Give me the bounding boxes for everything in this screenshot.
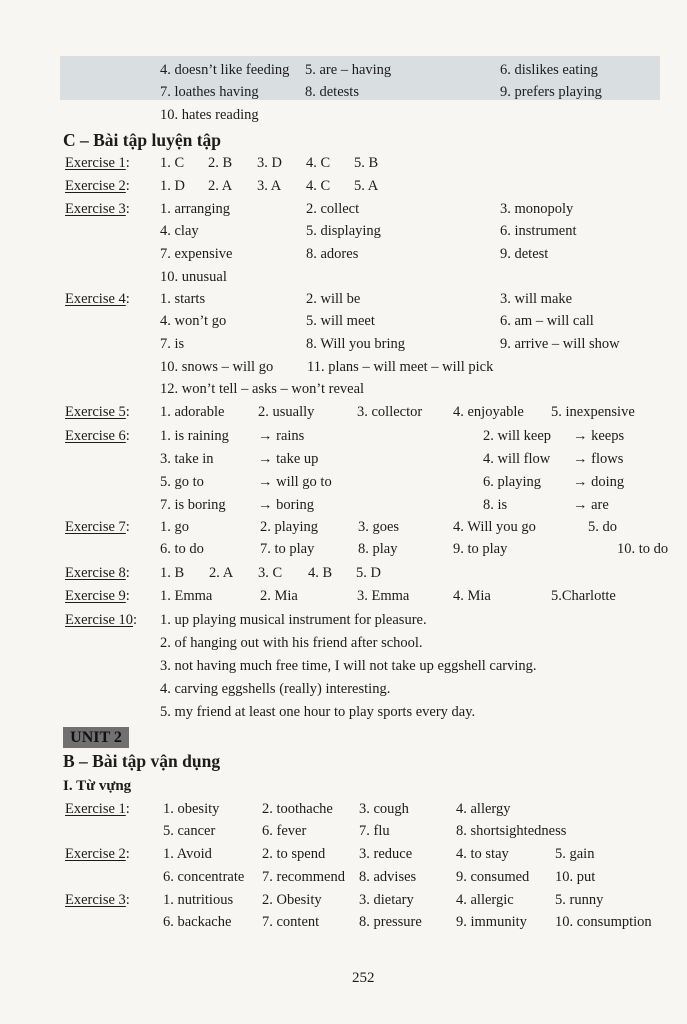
answer-item: 7. is boring bbox=[160, 497, 226, 513]
answer-item: 5. go to bbox=[160, 474, 204, 490]
label-colon: : bbox=[125, 201, 130, 217]
answer-item: 10. to do bbox=[617, 541, 669, 557]
unit-badge: UNIT 2 bbox=[63, 727, 129, 748]
answer-item: 8. adores bbox=[306, 246, 359, 262]
answer-item: 3. reduce bbox=[359, 846, 413, 862]
label-colon: : bbox=[125, 155, 130, 171]
answer-item: 5. D bbox=[356, 565, 381, 581]
answer-item: 6. to do bbox=[160, 541, 204, 557]
answer-item: 1. obesity bbox=[163, 801, 220, 817]
answer-item: 6. am – will call bbox=[500, 313, 594, 329]
exercise-label-text: Exercise 7 bbox=[65, 519, 126, 535]
answer-item: 8. Will you bring bbox=[306, 336, 406, 352]
answer-item: → take up bbox=[258, 451, 319, 467]
answer-item: 4. B bbox=[308, 565, 333, 581]
answer-item: 9. detest bbox=[500, 246, 549, 262]
answer-item: 1. is raining bbox=[160, 428, 229, 444]
answer-item: 9. prefers playing bbox=[500, 84, 602, 100]
answer-item: 9. to play bbox=[453, 541, 508, 557]
label-colon: : bbox=[125, 519, 130, 535]
answer-item: 4. to stay bbox=[456, 846, 509, 862]
answer-item: 3. cough bbox=[359, 801, 409, 817]
answer-item: 1. go bbox=[160, 519, 189, 535]
exercise-label bbox=[65, 403, 130, 421]
label-colon: : bbox=[133, 612, 138, 628]
answer-item: 10. unusual bbox=[160, 269, 227, 285]
answer-item: 6. fever bbox=[262, 823, 307, 839]
exercise-label bbox=[65, 290, 130, 308]
answer-item: 2. of hanging out with his friend after school. bbox=[160, 635, 423, 651]
answer-item: 9. consumed bbox=[456, 869, 530, 885]
answer-item: 5. B bbox=[354, 155, 379, 171]
answer-item: 3. collector bbox=[357, 404, 423, 420]
answer-item: 8. play bbox=[358, 541, 398, 557]
answer-item: 10. hates reading bbox=[160, 107, 259, 123]
answer-item: 4. C bbox=[306, 178, 331, 194]
exercise-label-text: Exercise 1 bbox=[65, 801, 126, 817]
label-colon: : bbox=[125, 801, 130, 817]
answer-item: 2. collect bbox=[306, 201, 360, 217]
answer-item: 2. will be bbox=[306, 291, 361, 307]
exercise-label-text: Exercise 9 bbox=[65, 588, 126, 604]
exercise-label bbox=[65, 845, 130, 863]
label-colon: : bbox=[125, 291, 130, 307]
answer-item: 3. A bbox=[257, 178, 282, 194]
exercise-label bbox=[65, 177, 130, 195]
answer-item: 1. D bbox=[160, 178, 185, 194]
answer-item: 5. inexpensive bbox=[551, 404, 635, 420]
answer-item: 4. doesn’t like feeding bbox=[160, 62, 290, 78]
exercise-label-text: Exercise 5 bbox=[65, 404, 126, 420]
answer-item: → keeps bbox=[573, 428, 625, 444]
answer-item: 4. enjoyable bbox=[453, 404, 524, 420]
answer-item: → will go to bbox=[258, 474, 332, 490]
answer-item: 4. will flow bbox=[483, 451, 551, 467]
answer-item: 5. cancer bbox=[163, 823, 216, 839]
answer-item: 6. concentrate bbox=[163, 869, 245, 885]
answer-item: 7. content bbox=[262, 914, 320, 930]
label-colon: : bbox=[125, 565, 130, 581]
exercise-label bbox=[65, 200, 130, 218]
answer-item: 2. usually bbox=[258, 404, 315, 420]
label-colon: : bbox=[125, 428, 130, 444]
answer-item: 4. C bbox=[306, 155, 331, 171]
answer-item: 7. expensive bbox=[160, 246, 233, 262]
answer-item: 1. B bbox=[160, 565, 185, 581]
answer-item: 2. A bbox=[209, 565, 234, 581]
answer-item: 5. gain bbox=[555, 846, 595, 862]
answer-item: 6. dislikes eating bbox=[500, 62, 598, 78]
label-colon: : bbox=[125, 846, 130, 862]
page-number: 252 bbox=[352, 970, 375, 986]
exercise-label-text: Exercise 1 bbox=[65, 155, 126, 171]
answer-item: 5. are – having bbox=[305, 62, 392, 78]
answer-item: 7. recommend bbox=[262, 869, 345, 885]
answer-item: 12. won’t tell – asks – won’t reveal bbox=[160, 381, 365, 397]
answer-item: 8. detests bbox=[305, 84, 359, 100]
exercise-label bbox=[65, 611, 137, 629]
section-heading: B – Bài tập vận dụng bbox=[63, 751, 221, 771]
answer-item: 1. arranging bbox=[160, 201, 231, 217]
answer-item: → boring bbox=[258, 497, 314, 513]
subsection-heading: I. Từ vựng bbox=[63, 778, 132, 794]
answer-item: 7. is bbox=[160, 336, 185, 352]
exercise-label-text: Exercise 8 bbox=[65, 565, 126, 581]
answer-item: 1. starts bbox=[160, 291, 206, 307]
exercise-label bbox=[65, 518, 130, 536]
answer-item: 7. loathes having bbox=[160, 84, 259, 100]
exercise-label bbox=[65, 800, 130, 818]
answer-item: 3. dietary bbox=[359, 892, 414, 908]
answer-item: 3. D bbox=[257, 155, 282, 171]
answer-item: 1. Emma bbox=[160, 588, 213, 604]
answer-item: 1. up playing musical instrument for pleasure. bbox=[160, 612, 427, 628]
answer-item: 3. monopoly bbox=[500, 201, 574, 217]
answer-item: 7. flu bbox=[359, 823, 390, 839]
answer-item: 6. backache bbox=[163, 914, 232, 930]
exercise-label-text: Exercise 3 bbox=[65, 201, 126, 217]
answer-item: 5. displaying bbox=[306, 223, 381, 239]
exercise-label-text: Exercise 3 bbox=[65, 892, 126, 908]
answer-item: 3. Emma bbox=[357, 588, 410, 604]
answer-item: 5.Charlotte bbox=[551, 588, 616, 604]
answer-item: 2. will keep bbox=[483, 428, 552, 444]
answer-item: 4. Mia bbox=[453, 588, 491, 604]
exercise-label bbox=[65, 891, 130, 909]
answer-item: 4. Will you go bbox=[453, 519, 536, 535]
exercise-label bbox=[65, 427, 130, 445]
answer-item: 8. shortsightedness bbox=[456, 823, 567, 839]
answer-item: 3. C bbox=[258, 565, 283, 581]
answer-item: 6. instrument bbox=[500, 223, 577, 239]
answer-item: 8. is bbox=[483, 497, 508, 513]
label-colon: : bbox=[125, 178, 130, 194]
section-heading: C – Bài tập luyện tập bbox=[63, 130, 222, 150]
answer-item: 10. snows – will go bbox=[160, 359, 274, 375]
exercise-label bbox=[65, 154, 130, 172]
answer-item: 6. playing bbox=[483, 474, 541, 490]
exercise-label-text: Exercise 2 bbox=[65, 846, 126, 862]
label-colon: : bbox=[125, 892, 130, 908]
answer-item: 10. consumption bbox=[555, 914, 652, 930]
label-colon: : bbox=[125, 588, 130, 604]
answer-item: 5. runny bbox=[555, 892, 604, 908]
answer-item: 2. Mia bbox=[260, 588, 298, 604]
answer-item: 4. allergic bbox=[456, 892, 514, 908]
answer-item: 2. to spend bbox=[262, 846, 326, 862]
answer-item: 4. won’t go bbox=[160, 313, 227, 329]
answer-item: 1. Avoid bbox=[163, 846, 212, 862]
answer-item: 7. to play bbox=[260, 541, 315, 557]
answer-item: 5. my friend at least one hour to play sports every day. bbox=[160, 704, 476, 720]
answer-item: 11. plans – will meet – will pick bbox=[307, 359, 494, 375]
answer-item: → rains bbox=[258, 428, 305, 444]
exercise-label-text: Exercise 6 bbox=[65, 428, 126, 444]
answer-item: 3. not having much free time, I will not take up eggshell carving. bbox=[160, 658, 537, 674]
exercise-label bbox=[65, 564, 130, 582]
answer-item: 3. take in bbox=[160, 451, 214, 467]
answer-item: 5. A bbox=[354, 178, 379, 194]
answer-item: 9. immunity bbox=[456, 914, 527, 930]
exercise-label bbox=[65, 587, 130, 605]
label-colon: : bbox=[125, 404, 130, 420]
answer-item: 8. pressure bbox=[359, 914, 422, 930]
answer-item: 4. allergy bbox=[456, 801, 511, 817]
answer-item: 2. B bbox=[208, 155, 233, 171]
answer-item: 2. Obesity bbox=[262, 892, 322, 908]
answer-item: → are bbox=[573, 497, 609, 513]
answer-item: 9. arrive – will show bbox=[500, 336, 620, 352]
exercise-label-text: Exercise 4 bbox=[65, 291, 126, 307]
answer-item: 3. will make bbox=[500, 291, 573, 307]
answer-item: 8. advises bbox=[359, 869, 417, 885]
exercise-label-text: Exercise 2 bbox=[65, 178, 126, 194]
answer-item: 1. adorable bbox=[160, 404, 225, 420]
answer-item: 4. carving eggshells (really) interesting. bbox=[160, 681, 391, 697]
answer-item: 3. goes bbox=[358, 519, 400, 535]
answer-item: 5. do bbox=[588, 519, 617, 535]
exercise-label-text: Exercise 10 bbox=[65, 612, 134, 628]
answer-item: 10. put bbox=[555, 869, 596, 885]
answer-item: 2. A bbox=[208, 178, 233, 194]
answer-item: → doing bbox=[573, 474, 625, 490]
answer-item: 5. will meet bbox=[306, 313, 375, 329]
answer-item: 2. playing bbox=[260, 519, 318, 535]
answer-item: 2. toothache bbox=[262, 801, 333, 817]
answer-item: 1. nutritious bbox=[163, 892, 234, 908]
answer-item: 1. C bbox=[160, 155, 185, 171]
answer-item: 4. clay bbox=[160, 223, 199, 239]
answer-item: → flows bbox=[573, 451, 624, 467]
